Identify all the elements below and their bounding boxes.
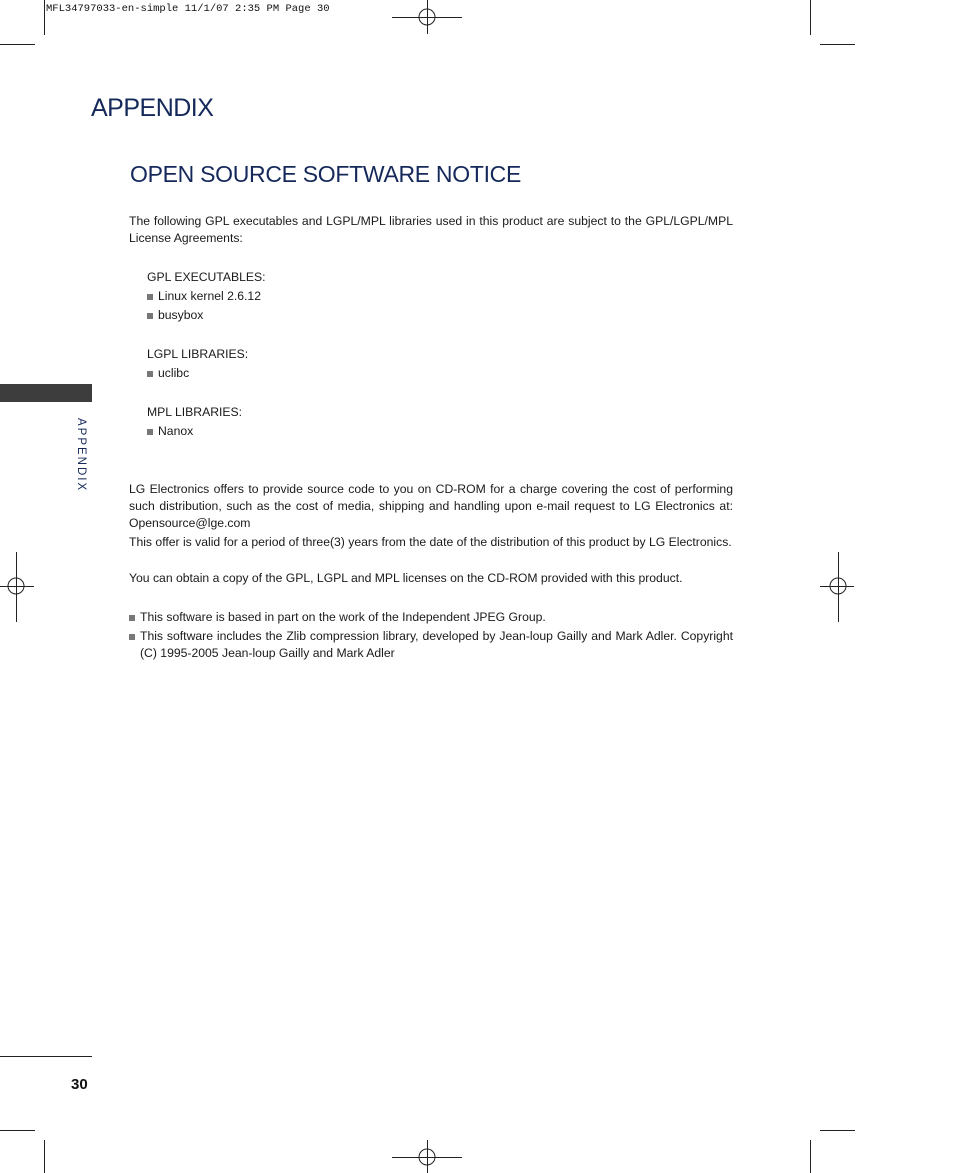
bullet-square-icon xyxy=(147,429,153,435)
list-item xyxy=(147,287,266,306)
lgpl-group xyxy=(147,345,248,383)
registration-mark-icon xyxy=(417,7,437,27)
crop-mark xyxy=(810,1140,811,1173)
bullet-square-icon xyxy=(147,294,153,300)
crop-mark xyxy=(44,1140,45,1173)
crop-mark xyxy=(820,1130,855,1131)
crop-mark xyxy=(820,44,855,45)
registration-mark-icon xyxy=(6,576,26,596)
list-item xyxy=(147,306,266,325)
note-text: This software is based in part on the work of the Independent JPEG Group. xyxy=(140,610,546,624)
page-title: OPEN SOURCE SOFTWARE NOTICE xyxy=(130,161,522,187)
bullet-square-icon xyxy=(129,634,135,640)
list-item xyxy=(129,628,733,662)
group-heading: MPL LIBRARIES: xyxy=(147,405,243,419)
side-label: APPENDIX xyxy=(75,418,87,493)
list-item xyxy=(129,609,733,626)
crop-mark xyxy=(0,1130,35,1131)
page-number: 30 xyxy=(71,1076,88,1093)
crop-mark xyxy=(44,0,45,35)
list-item-label: Nanox xyxy=(158,424,194,438)
bullet-square-icon xyxy=(147,371,153,377)
print-slug: MFL34797033-en-simple 11/1/07 2:35 PM Page 30 xyxy=(46,3,330,15)
validity-paragraph: This offer is valid for a period of three(3) years from the date of the distribution of this product by LG Electronics. xyxy=(129,535,732,549)
list-item xyxy=(147,364,248,383)
registration-mark-icon xyxy=(417,1147,437,1167)
registration-mark-icon xyxy=(828,576,848,596)
license-copy-paragraph: You can obtain a copy of the GPL, LGPL and MPL licenses on the CD-ROM provided with this product. xyxy=(129,571,683,585)
section-title: APPENDIX xyxy=(91,94,214,122)
list-item xyxy=(147,422,242,441)
list-item-label: uclibc xyxy=(158,366,190,380)
gpl-group xyxy=(147,268,266,325)
list-item-label: busybox xyxy=(158,308,204,322)
side-tab-bar xyxy=(0,384,92,402)
footer-divider xyxy=(0,1056,92,1057)
note-text: This software includes the Zlib compression library, developed by Jean-loup Gailly and Mark Adler. Copyright (C) 1995-2005 Jean-loup Gailly and Mark Adler xyxy=(140,629,733,660)
intro-text: The following GPL executables and LGPL/MPL libraries used in this product are subject to the GPL/LGPL/MPL License Agreements: xyxy=(129,214,733,245)
group-heading: LGPL LIBRARIES: xyxy=(147,347,249,361)
group-heading: GPL EXECUTABLES: xyxy=(147,270,266,284)
bullet-square-icon xyxy=(147,313,153,319)
credits-list xyxy=(129,609,733,664)
mpl-group xyxy=(147,403,242,441)
source-offer-paragraph: LG Electronics offers to provide source code to you on CD-ROM for a charge covering the cost of performing such distribution, such as the cost of media, shipping and handling upon e-mail request to LG Electronics at: Opensource@lge.com xyxy=(129,482,733,530)
list-item-label: Linux kernel 2.6.12 xyxy=(158,289,261,303)
crop-mark xyxy=(810,0,811,35)
bullet-square-icon xyxy=(129,615,135,621)
crop-mark xyxy=(0,44,35,45)
